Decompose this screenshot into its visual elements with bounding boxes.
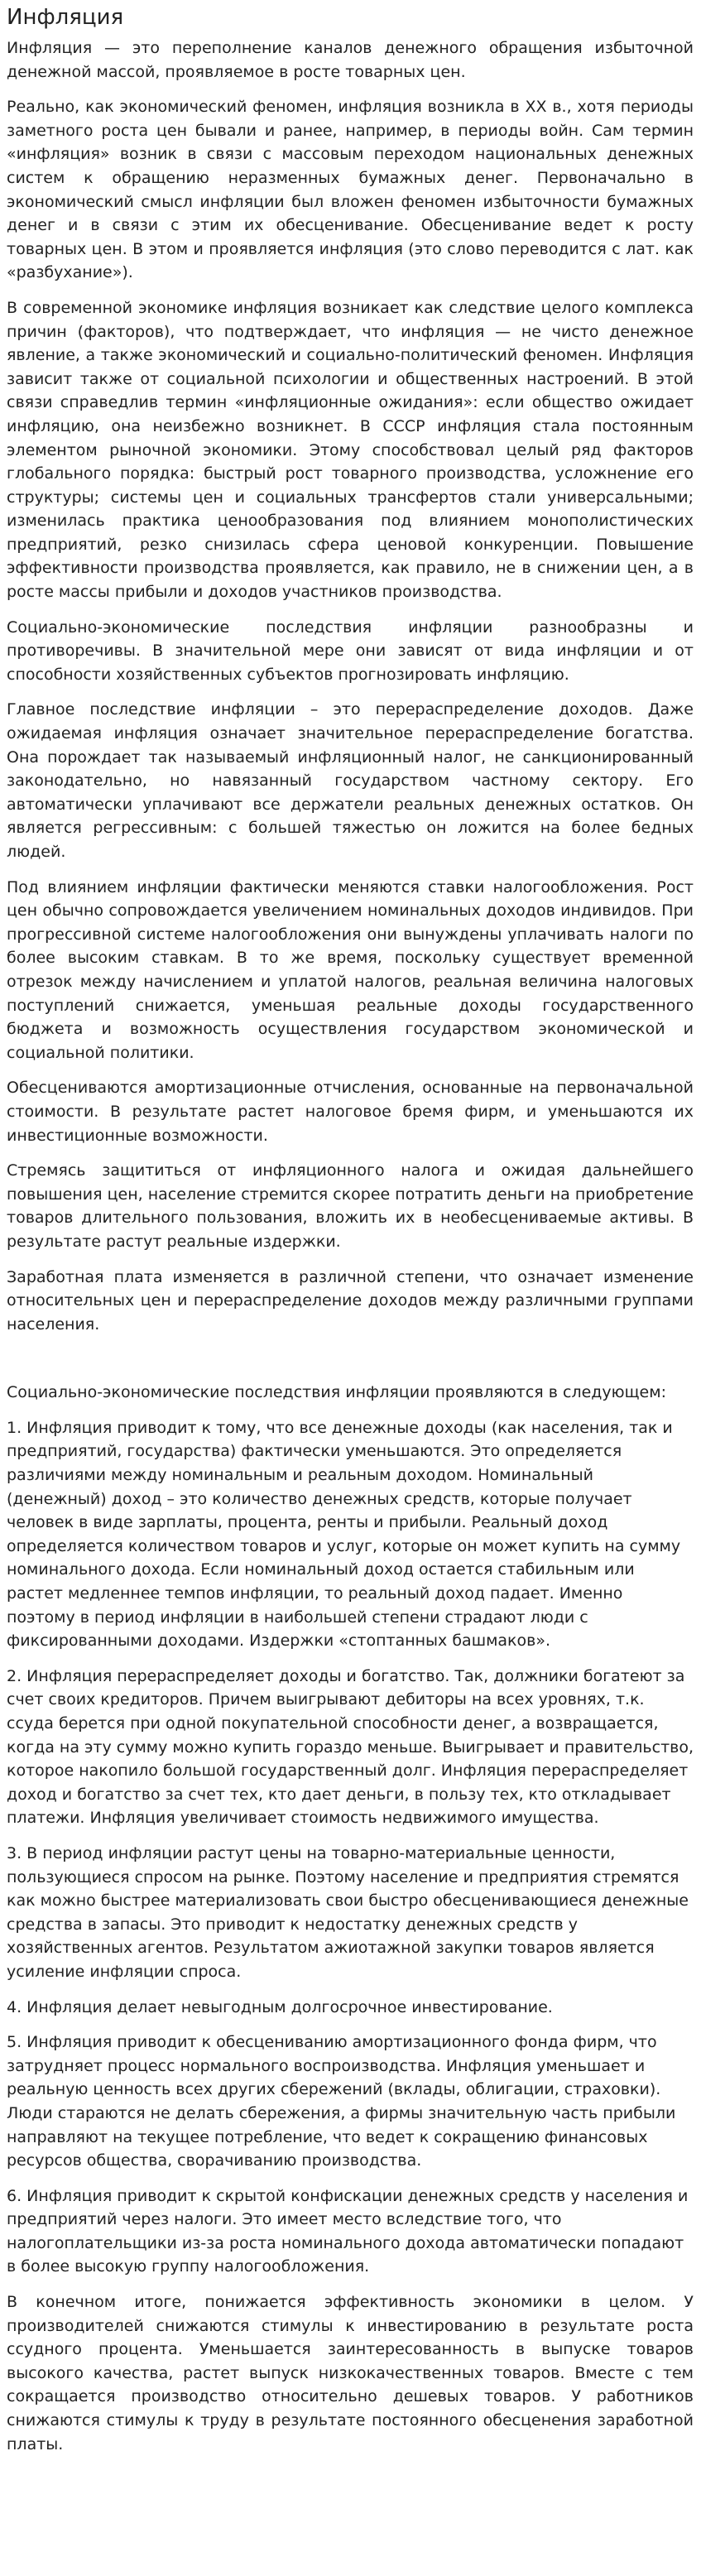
paragraph-taxation: Под влиянием инфляции фактически меняются ставки налогообложения. Рост цен обычно сопровождается увеличением номинальных доходов индивидов. При прогрессивной системе налогообложения они вынуждены уплачивать налоги по более высоким ставкам. В то же время, поскольку существует временной отрезок между начислением и уплатой налогов, реальная величина налоговых поступлений снижается, уменьшая реальные доходы государственного бюджета и возможность осуществления государством экономической и социальной политики. bbox=[7, 877, 694, 1062]
consequences-intro: Социально-экономические последствия инфляции проявляются в следующем: bbox=[7, 1383, 666, 1402]
paragraph-spending: Стремясь защититься от инфляционного налога и ожидая дальнейшего повышения цен, население стремится скорее потратить деньги на приобретение товаров длительного пользования, вложить их в необесцениваемые активы. В результате растут реальные издержки. bbox=[7, 1161, 694, 1251]
paragraph-definition: Инфляция — это переполнение каналов денежного обращения избыточной денежной массой, проявляемое в росте товарных цен. bbox=[7, 39, 694, 81]
consequence-item-2: 2. Инфляция перераспределяет доходы и богатство. Так, должники богатеют за счет своих кредиторов. Причем выигрывают дебиторы на всех уровнях, т.к. ссуда берется при одной покупательной способности денег, а возвращается, когда на эту сумму можно купить гораздо меньше. Выигрывает и правительство, которое накопило большой государственный долг. Инфляция перераспределяет доход и богатство за счет тех, кто дает деньги, в пользу тех, кто откладывает платежи. Инфляция увеличивает стоимость недвижимого имущества. bbox=[7, 1666, 694, 1828]
page-title: Инфляция bbox=[7, 5, 124, 30]
paragraph-depreciation: Обесцениваются амортизационные отчисления, основанные на первоначальной стоимости. В результате растет налоговое бремя фирм, и уменьшаются их инвестиционные возможности. bbox=[7, 1079, 694, 1145]
paragraph-history: Реально, как экономический феномен, инфляция возникла в XX в., хотя периоды заметного роста цен бывали и ранее, например, в периоды войн. Сам термин «инфляция» возник в связи с массовым переходом национальных денежных систем к обращению неразменных бумажных денег. Первоначально в экономический смысл инфляции был вложен феномен избыточности бумажных денег и в связи с этим их обесценивание. Обесценивание ведет к росту товарных цен. В этом и проявляется инфляция (это слово переводится с лат. как «разбухание»). bbox=[7, 98, 694, 282]
consequence-item-6: 6. Инфляция приводит к скрытой конфискации денежных средств у населения и предприятий через налоги. Это имеет место вследствие того, что налогоплательщики из-за роста номинального дохода автоматически попадают в более высокую группу налогообложения. bbox=[7, 2186, 689, 2276]
paragraph-wages: Заработная плата изменяется в различной степени, что означает изменение относительных цен и перераспределение доходов между различными группами населения. bbox=[7, 1267, 694, 1334]
paragraph-conclusion: В конечном итоге, понижается эффективность экономики в целом. У производителей снижаются стимулы к инвестированию в результате роста ссудного процента. Уменьшается заинтересованность в выпуске товаров высокого качества, растет выпуск низкокачественных товаров. Вместе с тем сокращается производство относительно дешевых товаров. У работников снижаются стимулы к труду в результате постоянного обесценения заработной платы. bbox=[7, 2293, 694, 2453]
consequence-item-4: 4. Инфляция делает невыгодным долгосрочное инвестирование. bbox=[7, 1997, 553, 2016]
paragraph-redistribution: Главное последствие инфляции – это перераспределение доходов. Даже ожидаемая инфляция означает значительное перераспределение богатства. Она порождает так называемый инфляционный налог, не санкционированный законодательно, но навязанный государством частному сектору. Его автоматически уплачивают все держатели реальных денежных остатков. Он является регрессивным: с большей тяжестью он ложится на более бедных людей. bbox=[7, 700, 694, 861]
consequence-item-5: 5. Инфляция приводит к обесцениванию амортизационного фонда фирм, что затрудняет процесс нормального воспроизводства. Инфляция уменьшает и реальную ценность всех других сбережений (вклады, облигации, страховки). Люди стараются не делать сбережения, а фирмы значительную часть прибыли направляют на текущее потребление, что ведет к сокращению финансовых ресурсов общества, сворачиванию производства. bbox=[7, 2033, 676, 2170]
paragraph-modern-economy: В современной экономике инфляция возникает как следствие целого комплекса причин (факторов), что подтверждает, что инфляция — не чисто денежное явление, а также экономический и социально-политический феномен. Инфляция зависит также от социальной психологии и общественных настроений. В этой связи справедлив термин «инфляционные ожидания»: если общество ожидает инфляцию, она неизбежно возникнет. В СССР инфляция стала постоянным элементом рыночной экономики. Этому способствовал целый ряд факторов глобального порядка: быстрый рост товарного производства, усложнение его структуры; системы цен и социальных трансфертов стали универсальными; изменилась практика ценообразования под влиянием монополистических предприятий, резко снизилась сфера ценовой конкуренции. Повышение эффективности производства проявляется, как правило, не в снижении цен, а в росте массы прибыли и доходов участников производства. bbox=[7, 298, 694, 602]
section-spacer bbox=[7, 1348, 694, 1381]
paragraph-consequences-overview: Социально-экономические последствия инфляции разнообразны и противоречивы. В значительной мере они зависят от вида инфляции и от способности хозяйственных субъектов прогнозировать инфляцию. bbox=[7, 618, 694, 684]
consequence-item-3: 3. В период инфляции растут цены на товарно-материальные ценности, пользующиеся спросом на рынке. Поэтому население и предприятия стремятся как можно быстрее материализовать свои быстро обесценивающиеся денежные средства в запасы. Это приводит к недостатку денежных средств у хозяйственных агентов. Результатом ажиотажной закупки товаров является усиление инфляции спроса. bbox=[7, 1843, 689, 1981]
consequence-item-1: 1. Инфляция приводит к тому, что все денежные доходы (как населения, так и предприятий, государства) фактически уменьшаются. Это определяется различиями между номинальным и реальным доходом. Номинальный (денежный) доход – это количество денежных средств, которые получает человек в виде зарплаты, процента, ренты и прибыли. Реальный доход определяется количеством товаров и услуг, которые он может купить на сумму номинального дохода. Если номинальный доход остается стабильным или растет медленнее темпов инфляции, то реальный доход падает. Именно поэтому в период инфляции в наибольшей степени страдают люди с фиксированными доходами. Издержки «стоптанных башмаков». bbox=[7, 1418, 681, 1651]
